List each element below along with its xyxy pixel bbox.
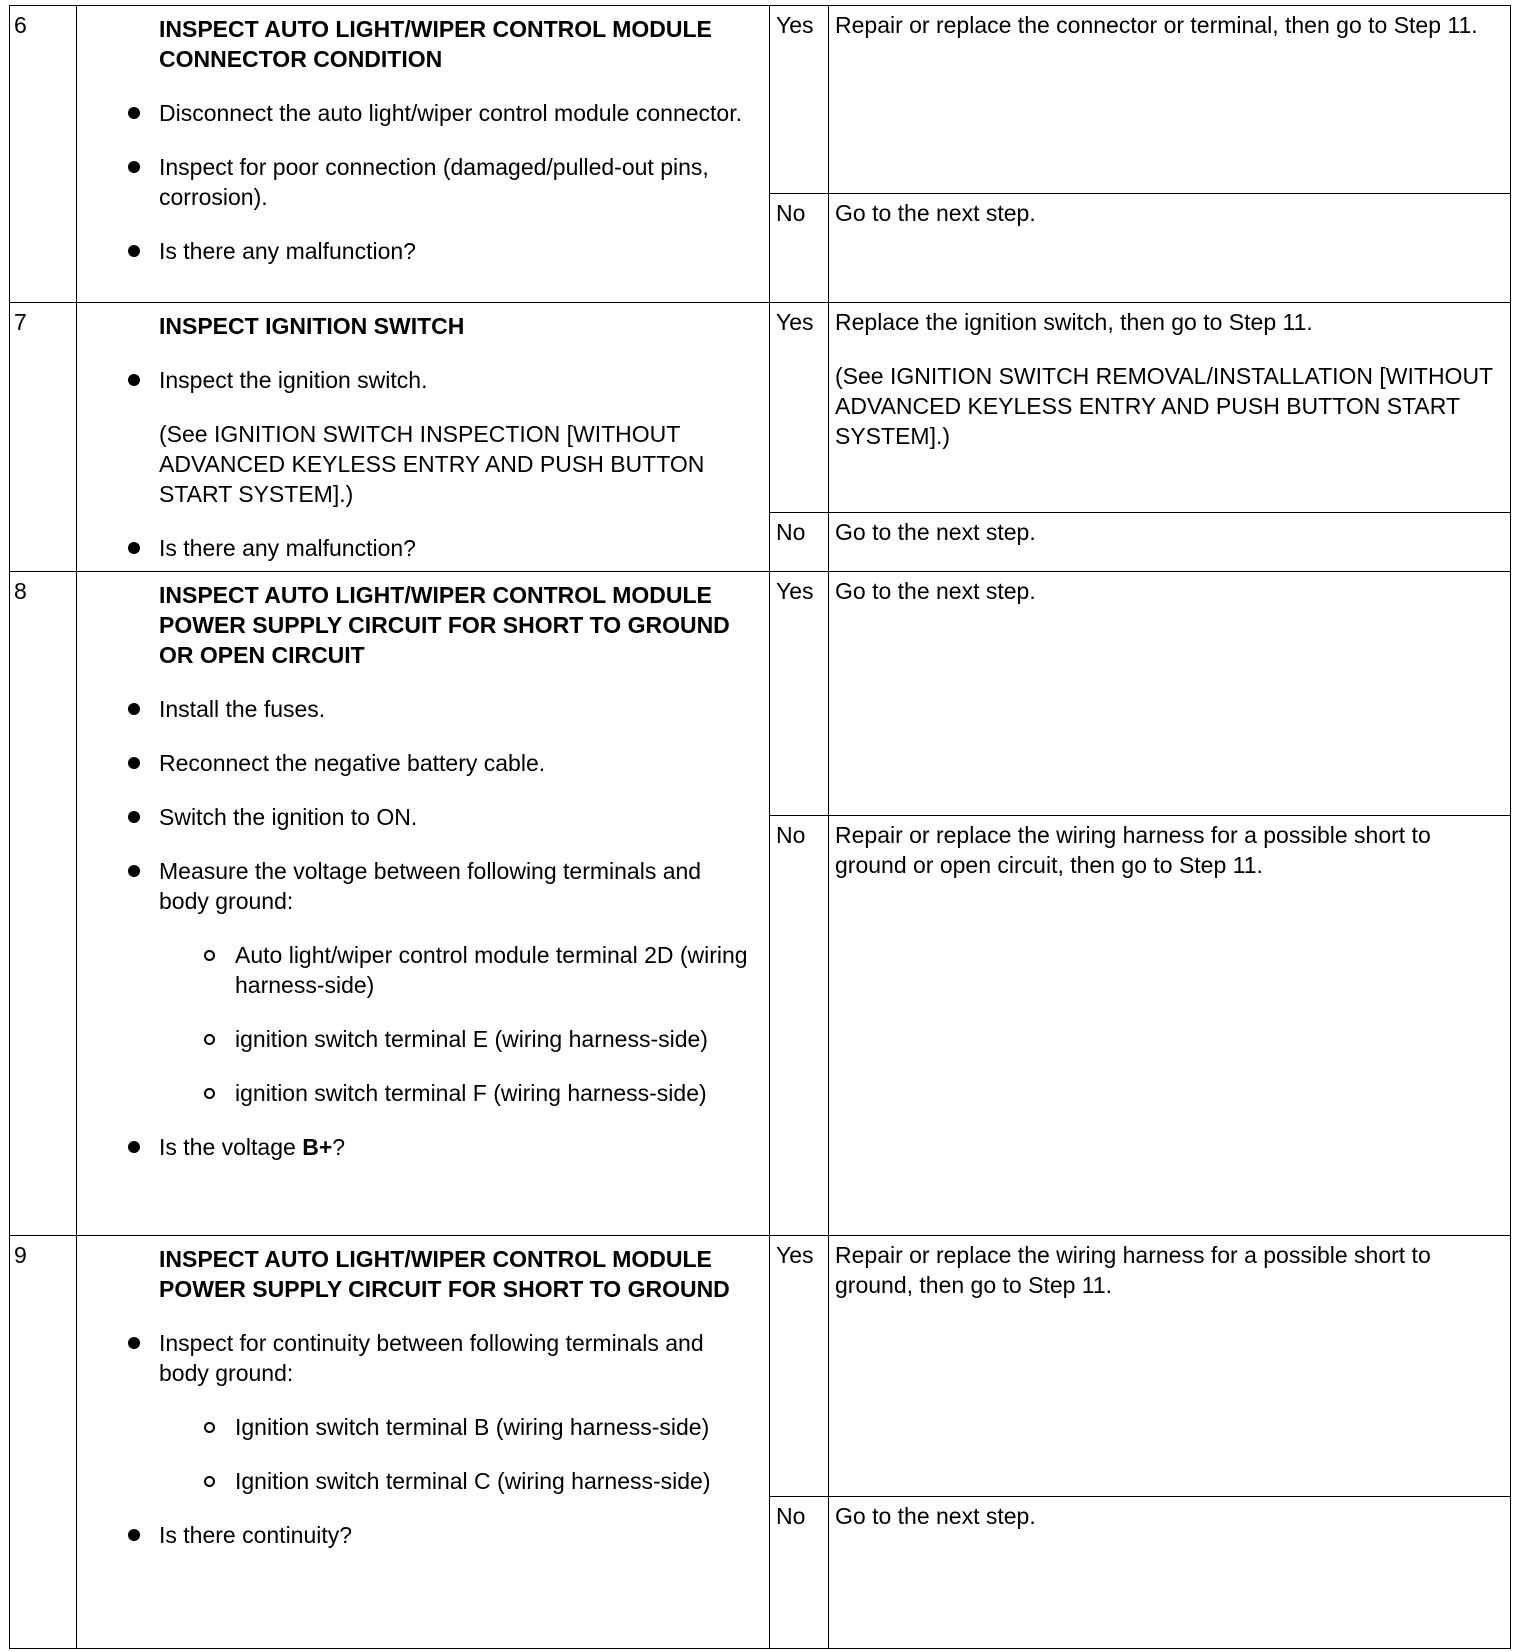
bullet-text: Inspect the ignition switch. (159, 367, 428, 393)
reference-note: (See IGNITION SWITCH INSPECTION [WITHOUT ADVANCED KEYLESS ENTRY AND PUSH BUTTON START SYSTEM].) (159, 421, 705, 507)
hollow-bullet-icon (204, 1088, 215, 1099)
sub-bullet-text: ignition switch terminal F (wiring harness-side) (235, 1080, 707, 1106)
step-number: 8 (10, 572, 77, 1236)
step-number: 9 (10, 1236, 77, 1649)
step-inspection-cell (77, 1236, 770, 1649)
no-action (829, 194, 1511, 303)
bullet-item (159, 236, 755, 266)
action-text: Go to the next step. (835, 578, 1036, 604)
hollow-bullet-icon (204, 1476, 215, 1487)
yes-action (829, 1236, 1511, 1497)
no-action (829, 816, 1511, 1236)
sub-bullet-text: Ignition switch terminal C (wiring harness-side) (235, 1468, 711, 1494)
no-action (829, 1497, 1511, 1649)
hollow-bullet-icon (204, 1034, 215, 1045)
filled-bullet-icon (128, 811, 140, 823)
action-text: Go to the next step. (835, 519, 1036, 545)
bullet-item (159, 748, 755, 778)
question-value: B+ (302, 1134, 333, 1160)
bullet-item (159, 1520, 755, 1550)
bullet-text: Is there any malfunction? (159, 535, 416, 561)
reference-note: (See IGNITION SWITCH REMOVAL/INSTALLATION [WITHOUT ADVANCED KEYLESS ENTRY AND PUSH BUTTON START SYSTEM].) (835, 363, 1493, 449)
step-inspection-cell (77, 303, 770, 572)
bullet-text: Inspect for continuity between following terminals and body ground: (159, 1330, 704, 1386)
filled-bullet-icon (128, 161, 140, 173)
step-6-yes-row (10, 6, 1511, 194)
bullet-text: Is there continuity? (159, 1522, 353, 1548)
filled-bullet-icon (128, 1141, 140, 1153)
diagnostic-procedure-table (9, 5, 1511, 1649)
step-title: INSPECT AUTO LIGHT/WIPER CONTROL MODULE POWER SUPPLY CIRCUIT FOR SHORT TO GROUND OR OPEN CIRCUIT (159, 582, 730, 668)
question-suffix: ? (332, 1134, 346, 1160)
step-7-yes-row (10, 303, 1511, 513)
action-text: Repair or replace the wiring harness for a possible short to ground, then go to Step 11. (835, 1242, 1431, 1298)
bullet-item (159, 533, 755, 563)
filled-bullet-icon (128, 107, 140, 119)
bullet-item (159, 1132, 755, 1162)
sub-bullet-text: Ignition switch terminal B (wiring harness-side) (235, 1414, 710, 1440)
filled-bullet-icon (128, 542, 140, 554)
no-label: No (770, 816, 829, 1236)
step-title: INSPECT AUTO LIGHT/WIPER CONTROL MODULE CONNECTOR CONDITION (159, 16, 712, 72)
hollow-bullet-icon (204, 1422, 215, 1433)
no-label: No (770, 194, 829, 303)
filled-bullet-icon (128, 374, 140, 386)
action-text: Go to the next step. (835, 200, 1036, 226)
bullet-text: Is there any malfunction? (159, 238, 416, 264)
bullet-text: Install the fuses. (159, 696, 326, 722)
bullet-item (159, 802, 755, 832)
action-text: Go to the next step. (835, 1503, 1036, 1529)
bullet-text: Reconnect the negative battery cable. (159, 750, 546, 776)
no-label: No (770, 1497, 829, 1649)
filled-bullet-icon (128, 1337, 140, 1349)
bullet-item (159, 152, 755, 212)
bullet-text: Inspect for poor connection (damaged/pulled-out pins, corrosion). (159, 154, 709, 210)
filled-bullet-icon (128, 703, 140, 715)
sub-bullet-item (235, 1024, 755, 1054)
filled-bullet-icon (128, 1529, 140, 1541)
step-number: 7 (10, 303, 77, 572)
yes-action (829, 6, 1511, 194)
filled-bullet-icon (128, 245, 140, 257)
bullet-item (159, 98, 755, 128)
action-text: Replace the ignition switch, then go to Step 11. (835, 309, 1313, 335)
bullet-item (159, 856, 755, 916)
sub-bullet-item (235, 1078, 755, 1108)
bullet-text: Switch the ignition to ON. (159, 804, 418, 830)
step-number: 6 (10, 6, 77, 303)
step-title: INSPECT IGNITION SWITCH (159, 313, 465, 339)
step-inspection-cell (77, 572, 770, 1236)
step-title: INSPECT AUTO LIGHT/WIPER CONTROL MODULE POWER SUPPLY CIRCUIT FOR SHORT TO GROUND (159, 1246, 730, 1302)
no-label: No (770, 513, 829, 572)
filled-bullet-icon (128, 865, 140, 877)
yes-action (829, 303, 1511, 513)
bullet-text: Measure the voltage between following terminals and body ground: (159, 858, 702, 914)
bullet-text: Disconnect the auto light/wiper control module connector. (159, 100, 742, 126)
step-inspection-cell (77, 6, 770, 303)
sub-bullet-item (235, 1466, 755, 1496)
sub-bullet-text: Auto light/wiper control module terminal 2D (wiring harness-side) (235, 942, 748, 998)
sub-bullet-item (235, 940, 755, 1000)
bullet-item (159, 694, 755, 724)
yes-label: Yes (770, 6, 829, 194)
yes-label: Yes (770, 1236, 829, 1497)
sub-bullet-item (235, 1412, 755, 1442)
yes-label: Yes (770, 572, 829, 816)
hollow-bullet-icon (204, 950, 215, 961)
step-9-yes-row (10, 1236, 1511, 1497)
bullet-item (159, 1328, 755, 1388)
yes-action (829, 572, 1511, 816)
sub-bullet-text: ignition switch terminal E (wiring harness-side) (235, 1026, 708, 1052)
action-text: Repair or replace the wiring harness for a possible short to ground or open circuit, then go to Step 11. (835, 822, 1431, 878)
bullet-item (159, 365, 755, 395)
question-prefix: Is the voltage (159, 1134, 303, 1160)
yes-label: Yes (770, 303, 829, 513)
step-8-yes-row (10, 572, 1511, 816)
no-action (829, 513, 1511, 572)
filled-bullet-icon (128, 757, 140, 769)
action-text: Repair or replace the connector or terminal, then go to Step 11. (835, 12, 1478, 38)
